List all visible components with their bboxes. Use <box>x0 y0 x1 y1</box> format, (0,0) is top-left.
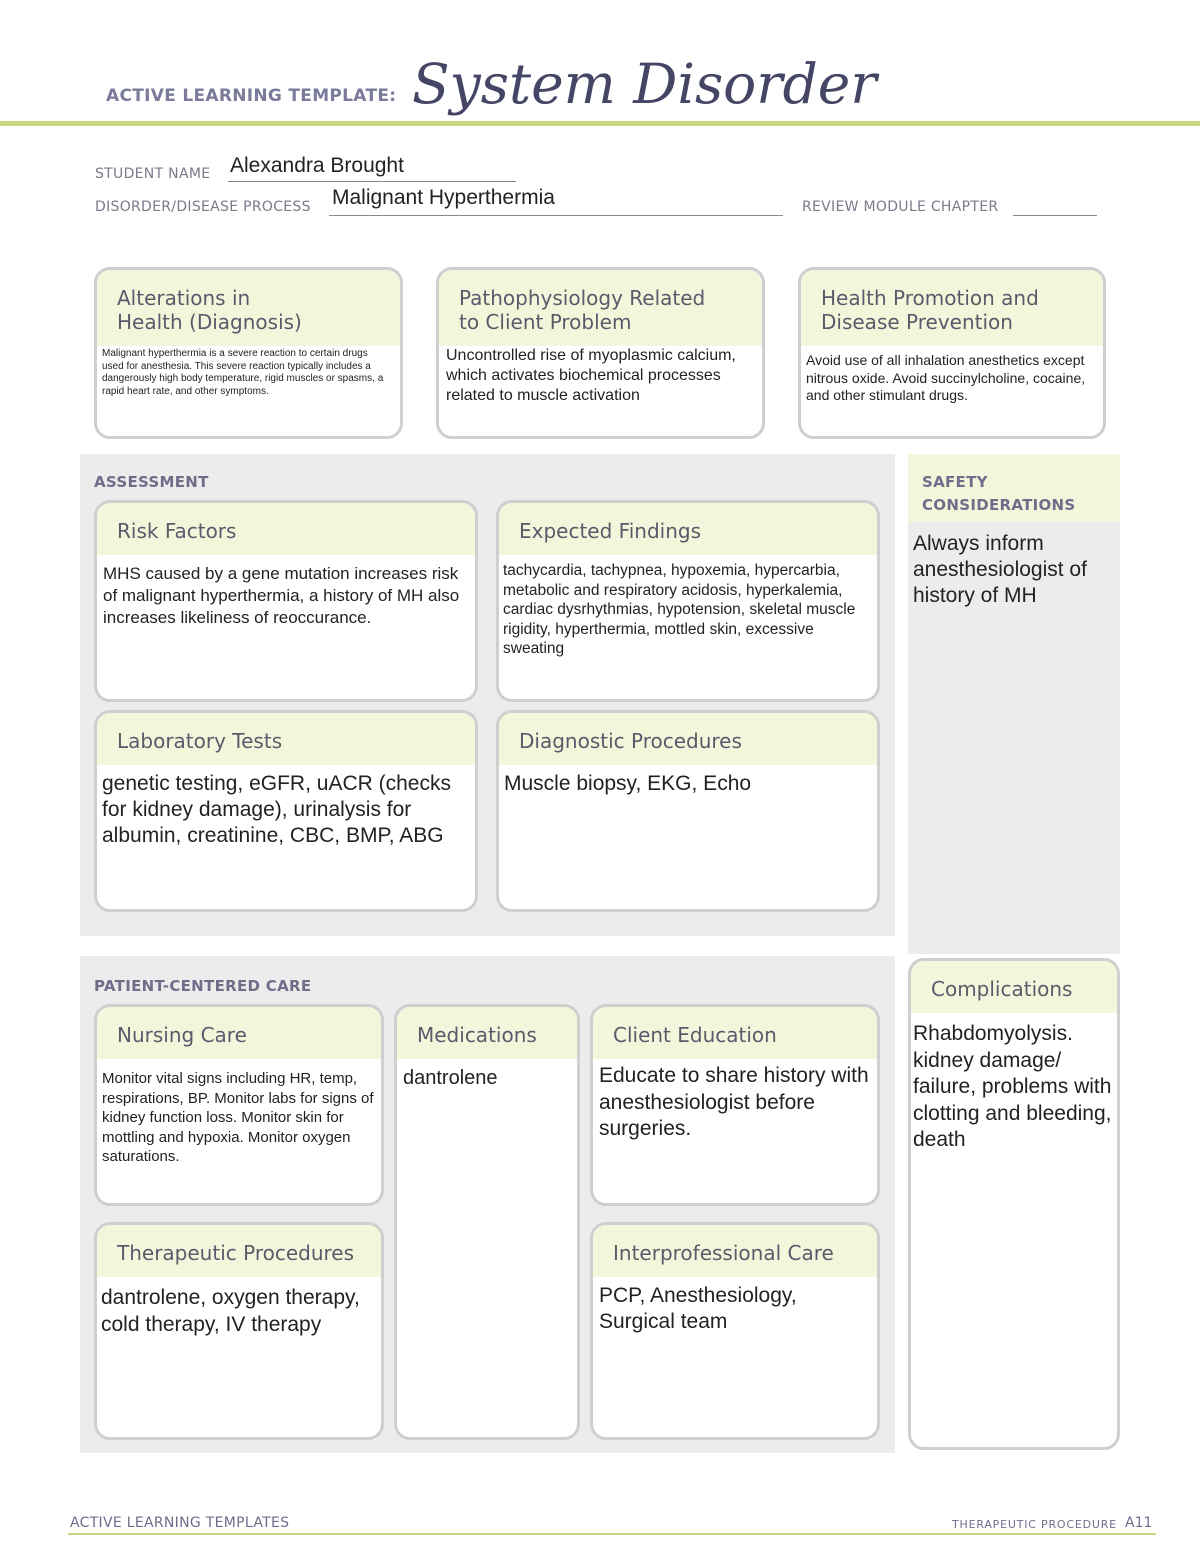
review-module-label: REVIEW MODULE CHAPTER <box>802 199 999 215</box>
risk-factors-text[interactable]: MHS caused by a gene mutation increases risk of malignant hyperthermia, a history of MH also increases likeliness of reoccurance. <box>103 564 460 627</box>
safety-text[interactable]: Always inform anesthesiologist of history of MH <box>913 532 1087 607</box>
disorder-label: DISORDER/DISEASE PROCESS <box>95 199 311 215</box>
health-promotion-text[interactable]: Avoid use of all inhalation anesthetics except nitrous oxide. Avoid succinylcholine, cocaine, and other stimulant drugs. <box>806 352 1086 403</box>
pathophysiology-title-line1: Pathophysiology Related <box>459 286 706 310</box>
laboratory-tests-title: Laboratory Tests <box>97 713 475 765</box>
therapeutic-procedures-title: Therapeutic Procedures <box>97 1225 381 1277</box>
interprofessional-care-title: Interprofessional Care <box>593 1225 877 1277</box>
pathophysiology-title-line2: to Client Problem <box>459 310 632 334</box>
client-education-title: Client Education <box>593 1007 877 1059</box>
safety-title-line1: SAFETY <box>922 473 988 491</box>
diagnostic-procedures-box <box>496 710 880 912</box>
complications-text[interactable]: Rhabdomyolysis. kidney damage/ failure, problems with clotting and bleeding, death <box>913 1022 1112 1151</box>
medications-title: Medications <box>397 1007 577 1059</box>
header-divider <box>0 121 1200 126</box>
nursing-care-box <box>94 1004 384 1206</box>
complications-title: Complications <box>911 961 1117 1013</box>
alterations-title-line2: Health (Diagnosis) <box>117 310 302 334</box>
medications-box <box>394 1004 580 1440</box>
disorder-field[interactable]: Malignant Hyperthermia <box>332 186 555 209</box>
therapeutic-procedures-box <box>94 1222 384 1440</box>
student-name-field[interactable]: Alexandra Brought <box>230 154 404 177</box>
therapeutic-procedures-text[interactable]: dantrolene, oxygen therapy, cold therapy, IV therapy <box>101 1286 360 1336</box>
health-promotion-title-line1: Health Promotion and <box>821 286 1039 310</box>
safety-considerations-panel <box>908 454 1120 954</box>
footer-left-label: ACTIVE LEARNING TEMPLATES <box>70 1515 290 1531</box>
footer-right-label: THERAPEUTIC PROCEDURE <box>952 1518 1117 1531</box>
nursing-care-title: Nursing Care <box>97 1007 381 1059</box>
client-education-text[interactable]: Educate to share history with anesthesiologist before surgeries. <box>599 1064 869 1140</box>
page-number: A11 <box>1125 1515 1153 1531</box>
health-promotion-box <box>798 267 1106 439</box>
pathophysiology-text[interactable]: Uncontrolled rise of myoplasmic calcium, which activates biochemical processes related to muscle activation <box>446 347 736 404</box>
student-name-label: STUDENT NAME <box>95 166 211 182</box>
diagnostic-procedures-title: Diagnostic Procedures <box>499 713 877 765</box>
laboratory-tests-box <box>94 710 478 912</box>
risk-factors-title: Risk Factors <box>97 503 475 555</box>
diagnostic-procedures-text[interactable]: Muscle biopsy, EKG, Echo <box>504 772 752 795</box>
alterations-text[interactable]: Malignant hyperthermia is a severe reaction to certain drugs used for anesthesia. This severe reaction typically includes a dangerously high body temperature, rigid muscles or spasms, a rapid heart rate, and other symptoms. <box>102 348 384 397</box>
alterations-title-line1: Alterations in <box>117 286 251 310</box>
pathophysiology-box <box>436 267 765 439</box>
complications-box <box>908 958 1120 1450</box>
alterations-box <box>94 267 403 439</box>
client-education-box <box>590 1004 880 1206</box>
health-promotion-title-line2: Disease Prevention <box>821 310 1013 334</box>
nursing-care-text[interactable]: Monitor vital signs including HR, temp, respirations, BP. Monitor labs for signs of kidney function loss. Monitor skin for mottling and hypoxia. Monitor oxygen saturations. <box>102 1070 374 1165</box>
patient-centered-care-title: PATIENT-CENTERED CARE <box>94 977 312 995</box>
review-module-field[interactable] <box>1013 196 1097 216</box>
expected-findings-title: Expected Findings <box>499 503 877 555</box>
medications-text[interactable]: dantrolene <box>403 1067 498 1089</box>
expected-findings-text[interactable]: tachycardia, tachypnea, hypoxemia, hypercarbia, metabolic and respiratory acidosis, hyperkalemia, cardiac dysrhythmias, hypotension, skeletal muscle rigidity, hyperthermia, mottled skin, excessive sweating <box>503 562 856 657</box>
risk-factors-box <box>94 500 478 702</box>
page-title: System Disorder <box>412 52 877 116</box>
safety-title-line2: CONSIDERATIONS <box>922 496 1076 514</box>
assessment-title: ASSESSMENT <box>94 473 209 491</box>
template-label: ACTIVE LEARNING TEMPLATE: <box>106 86 397 106</box>
laboratory-tests-text[interactable]: genetic testing, eGFR, uACR (checks for kidney damage), urinalysis for albumin, creatinine, CBC, BMP, ABG <box>102 772 451 847</box>
interprofessional-care-box <box>590 1222 880 1440</box>
interprofessional-care-text[interactable]: PCP, Anesthesiology, Surgical team <box>599 1284 797 1333</box>
footer-divider <box>68 1533 1156 1535</box>
expected-findings-box <box>496 500 880 702</box>
